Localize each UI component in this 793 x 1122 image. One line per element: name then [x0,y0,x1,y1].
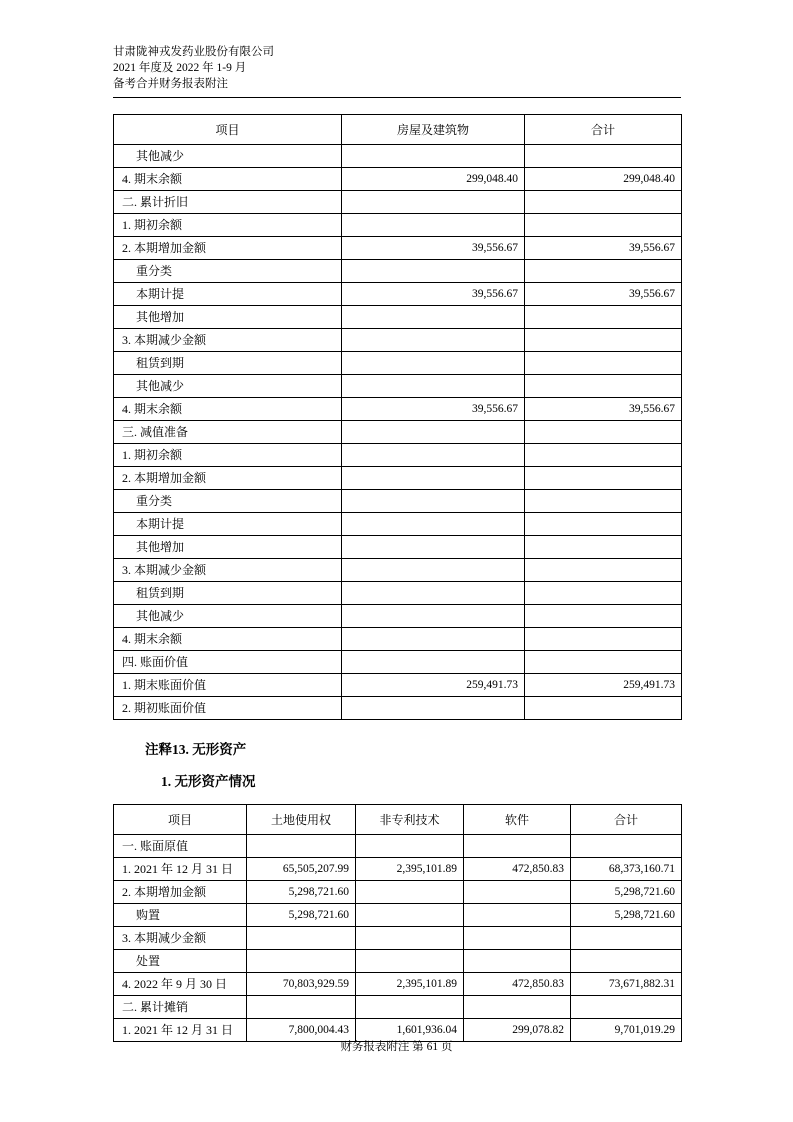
cell-value [247,996,356,1019]
table-row [114,651,682,674]
cell-value [464,996,571,1019]
cell-value [525,352,682,375]
row-label: 租赁到期 [114,352,342,375]
cell-value [464,927,571,950]
cell-value [464,950,571,973]
cell-value: 299,078.82 [464,1019,571,1042]
table-row [114,191,682,214]
table-row [114,490,682,513]
cell-value [356,835,464,858]
row-label: 4. 期末余额 [114,168,342,191]
cell-value [342,490,525,513]
cell-value [247,950,356,973]
cell-value [342,536,525,559]
row-label: 4. 期末余额 [114,398,342,421]
cell-value [356,881,464,904]
row-label: 本期计提 [114,283,342,306]
row-label: 1. 2021 年 12 月 31 日 [114,1019,247,1042]
row-label: 其他减少 [114,145,342,168]
cell-value: 5,298,721.60 [571,904,682,927]
cell-value [247,835,356,858]
table-row [114,421,682,444]
table-row [114,536,682,559]
cell-value [356,927,464,950]
table-row [114,145,682,168]
table-row [114,214,682,237]
cell-value [571,835,682,858]
cell-value: 70,803,929.59 [247,973,356,996]
table-row [114,674,682,697]
row-label: 四. 账面价值 [114,651,342,674]
cell-value [356,950,464,973]
row-label: 购置 [114,904,247,927]
cell-value: 472,850.83 [464,973,571,996]
company-name: 甘肃陇神戎发药业股份有限公司 [113,46,274,58]
cell-value [525,536,682,559]
cell-value: 2,395,101.89 [356,858,464,881]
table-row [114,444,682,467]
intangible-assets-table [113,804,682,1042]
cell-value: 9,701,019.29 [571,1019,682,1042]
table-row [114,260,682,283]
table-row [114,237,682,260]
cell-value [525,490,682,513]
cell-value: 5,298,721.60 [247,881,356,904]
cell-value [342,513,525,536]
row-label: 本期计提 [114,513,342,536]
table-row [114,329,682,352]
table-row [114,398,682,421]
header-row [114,115,682,145]
row-label: 1. 期初余额 [114,214,342,237]
table-row [114,835,682,858]
table-row [114,467,682,490]
header-divider [113,97,681,98]
cell-value [342,306,525,329]
cell-value [356,904,464,927]
cell-value [525,421,682,444]
note13-subtitle: 1. 无形资产情况 [161,774,256,789]
row-label: 1. 2021 年 12 月 31 日 [114,858,247,881]
cell-value: 73,671,882.31 [571,973,682,996]
row-label: 1. 期初余额 [114,444,342,467]
row-label: 2. 本期增加金额 [114,237,342,260]
table-row [114,513,682,536]
fixed-assets-table [113,114,682,720]
row-label: 租赁到期 [114,582,342,605]
cell-value [342,651,525,674]
cell-value [525,628,682,651]
column-header: 非专利技术 [356,805,464,835]
column-header: 房屋及建筑物 [342,115,525,145]
column-header: 土地使用权 [247,805,356,835]
cell-value [525,513,682,536]
row-label: 2. 期初账面价值 [114,697,342,720]
column-header: 项目 [114,805,247,835]
table-row [114,375,682,398]
cell-value: 39,556.67 [342,283,525,306]
row-label: 二. 累计折旧 [114,191,342,214]
cell-value: 7,800,004.43 [247,1019,356,1042]
row-label: 其他减少 [114,375,342,398]
cell-value: 259,491.73 [342,674,525,697]
row-label: 2. 本期增加金额 [114,881,247,904]
table-row [114,973,682,996]
cell-value: 1,601,936.04 [356,1019,464,1042]
row-label: 处置 [114,950,247,973]
cell-value [342,444,525,467]
table-row [114,950,682,973]
cell-value [525,191,682,214]
cell-value: 68,373,160.71 [571,858,682,881]
cell-value [525,444,682,467]
cell-value [525,145,682,168]
cell-value [525,559,682,582]
cell-value [356,996,464,1019]
cell-value [464,881,571,904]
cell-value: 2,395,101.89 [356,973,464,996]
cell-value: 39,556.67 [342,398,525,421]
cell-value [571,927,682,950]
table-row [114,168,682,191]
column-header: 项目 [114,115,342,145]
cell-value [342,260,525,283]
cell-value [342,214,525,237]
cell-value [342,697,525,720]
row-label: 4. 2022 年 9 月 30 日 [114,973,247,996]
cell-value [342,145,525,168]
row-label: 二. 累计摊销 [114,996,247,1019]
cell-value [342,467,525,490]
table-row [114,697,682,720]
table-row [114,927,682,950]
cell-value [464,904,571,927]
cell-value [342,605,525,628]
row-label: 3. 本期减少金额 [114,927,247,950]
table-row [114,352,682,375]
cell-value [342,329,525,352]
cell-value [342,375,525,398]
table-row [114,881,682,904]
cell-value: 5,298,721.60 [247,904,356,927]
cell-value [525,697,682,720]
row-label: 3. 本期减少金额 [114,559,342,582]
cell-value [342,628,525,651]
cell-value [571,996,682,1019]
cell-value [342,352,525,375]
table-row [114,605,682,628]
report-title: 备考合并财务报表附注 [113,78,228,90]
cell-value [571,950,682,973]
document-header [113,44,681,98]
column-header: 合计 [525,115,682,145]
cell-value [247,927,356,950]
cell-value: 472,850.83 [464,858,571,881]
cell-value [464,835,571,858]
table-row [114,306,682,329]
page-content [113,44,681,1042]
row-label: 三. 减值准备 [114,421,342,444]
column-header: 软件 [464,805,571,835]
column-header: 合计 [571,805,682,835]
row-label: 1. 期末账面价值 [114,674,342,697]
cell-value: 39,556.67 [525,398,682,421]
row-label: 其他减少 [114,605,342,628]
row-label: 2. 本期增加金额 [114,467,342,490]
table-row [114,559,682,582]
cell-value [342,191,525,214]
row-label: 一. 账面原值 [114,835,247,858]
report-period: 2021 年度及 2022 年 1-9 月 [113,62,247,74]
cell-value [525,260,682,283]
cell-value: 299,048.40 [342,168,525,191]
cell-value [525,214,682,237]
table-row [114,283,682,306]
cell-value: 259,491.73 [525,674,682,697]
header-row [114,805,682,835]
cell-value: 39,556.67 [342,237,525,260]
cell-value [525,329,682,352]
cell-value [525,467,682,490]
cell-value [342,582,525,605]
row-label: 3. 本期减少金额 [114,329,342,352]
row-label: 重分类 [114,260,342,283]
table-row [114,858,682,881]
note13-title: 注释13. 无形资产 [145,742,247,757]
cell-value [525,306,682,329]
row-label: 重分类 [114,490,342,513]
cell-value: 39,556.67 [525,283,682,306]
row-label: 其他增加 [114,536,342,559]
table-row [114,582,682,605]
cell-value: 39,556.67 [525,237,682,260]
cell-value [525,375,682,398]
table-row [114,904,682,927]
cell-value: 5,298,721.60 [571,881,682,904]
page-footer: 财务报表附注 第 61 页 [340,1041,453,1053]
cell-value [525,651,682,674]
cell-value: 65,505,207.99 [247,858,356,881]
cell-value [525,582,682,605]
cell-value [342,421,525,444]
row-label: 4. 期末余额 [114,628,342,651]
cell-value: 299,048.40 [525,168,682,191]
table-row [114,996,682,1019]
table-row [114,628,682,651]
cell-value [525,605,682,628]
row-label: 其他增加 [114,306,342,329]
cell-value [342,559,525,582]
